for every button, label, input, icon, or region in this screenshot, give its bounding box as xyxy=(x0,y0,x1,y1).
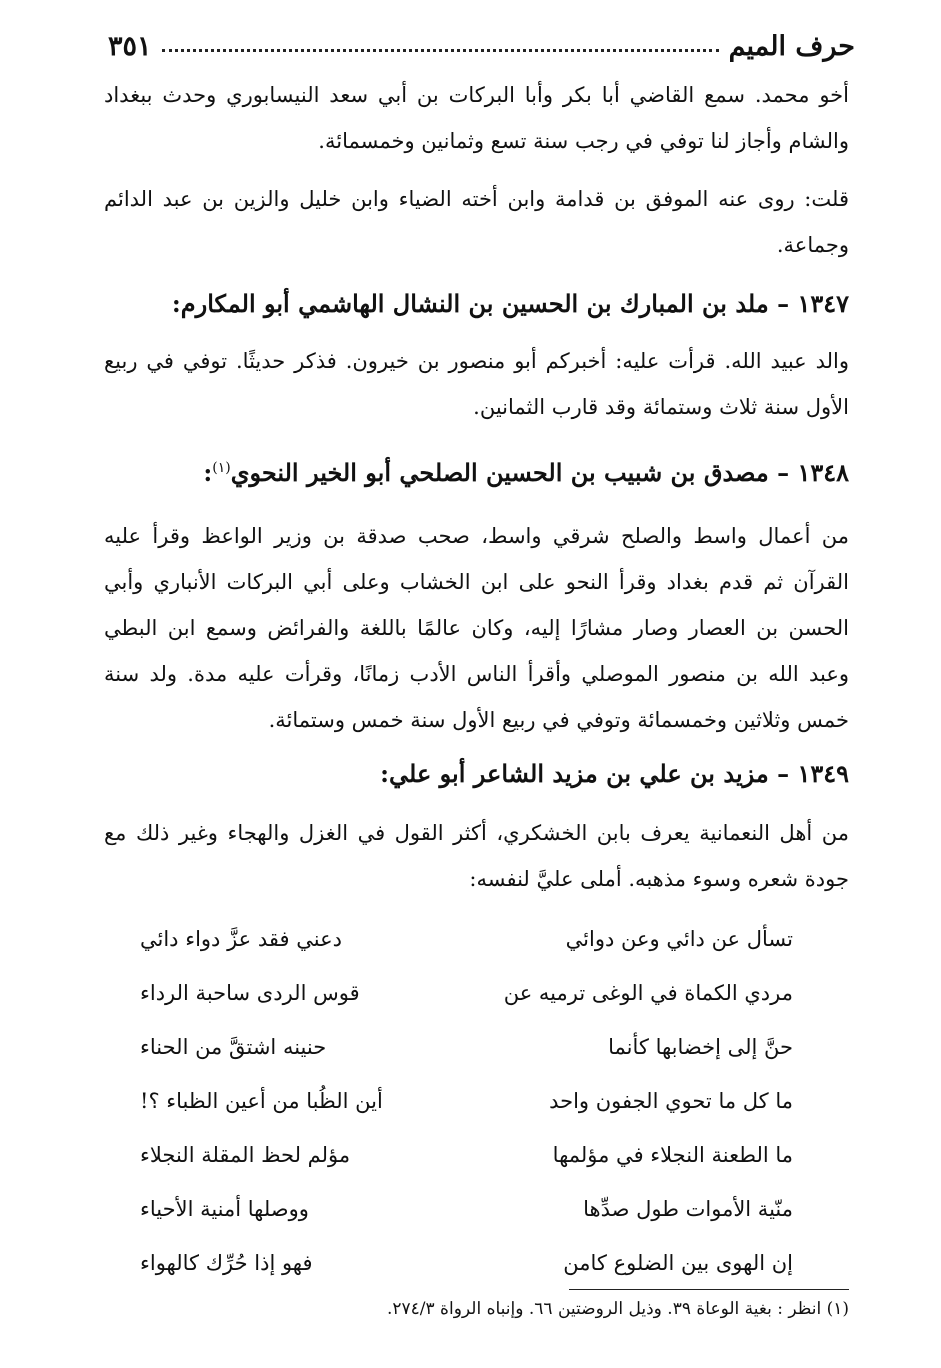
verse-second-hemistich: فهو إذا حُرِّك كالهواء xyxy=(140,1251,313,1275)
verse-first-hemistich: ما الطعنة النجلاء في مؤلمها xyxy=(552,1143,793,1167)
header-leader-dots xyxy=(162,49,719,52)
heading-colon: : xyxy=(203,458,213,487)
footnote: (١) انظر : بغية الوعاة ٣٩. وذيل الروضتين ٦٦. وإنباه الرواة ٢٧٤/٣. xyxy=(386,1299,849,1319)
poem-verse xyxy=(140,912,793,966)
verse-second-hemistich: دعني فقد عزَّ دواء دائي xyxy=(140,927,342,951)
poem-verse xyxy=(140,1128,793,1182)
poem-verse xyxy=(140,1020,793,1074)
intro-paragraph-2 xyxy=(104,176,849,268)
entry-heading: ١٣٤٧ – ملد بن المبارك بن الحسين بن النشال الهاشمي أبو المكارم: xyxy=(171,289,849,318)
verse-first-hemistich: مردي الكماة في الوغى ترميه عن xyxy=(503,981,793,1005)
entry-heading-text: ١٣٤٨ – مصدق بن شبيب بن الحسين الصلحي أبو الخير النحوي xyxy=(230,458,849,487)
paragraph-text: قلت: روى عنه الموفق بن قدامة وابن أخته الضياء وابن خليل والزين بن عبد الدائم وجماعة. xyxy=(104,187,849,257)
entry-text: من أعمال واسط والصلح شرقي واسط، صحب صدقة بن وزير الواعظ وقرأ عليه القرآن ثم قدم بغداد وقرأ النحو على ابن الخشاب وعلى أبي البركات الأنباري وأبي الحسن بن العصار وصار مشارًا إليه، وكان عالمًا باللغة والفرائض وسمع ابن البطي وعبد الله بن منصور الموصلي وأقرأ الناس الأدب زمانًا، وقرأت عليه مدة. ولد سنة خمس وثلاثين وخمسمائة وتوفي في ربيع الأول سنة خمس وستمائة. xyxy=(104,524,849,732)
verse-first-hemistich: تسأل عن دائي وعن دوائي xyxy=(565,927,793,951)
footnote-divider xyxy=(569,1289,849,1290)
footnote-marker: (١) xyxy=(212,460,231,476)
paragraph-text: أخو محمد. سمع القاضي أبا بكر وأبا البركات بن أبي سعد النيسابوري وحدث ببغداد والشام وأجاز لنا توفي في رجب سنة تسع وثمانين وخمسمائة. xyxy=(104,83,849,153)
verse-first-hemistich: إن الهوى بين الضلوع كامن xyxy=(563,1251,793,1275)
verse-first-hemistich: ما كل ما تحوي الجفون واحد xyxy=(549,1089,793,1113)
verse-second-hemistich: قوس الردى ساحبة الرداء xyxy=(140,981,360,1005)
intro-paragraph-1 xyxy=(104,72,849,164)
entry-1349 xyxy=(104,754,849,902)
verse-second-hemistich: مؤلم لحظ المقلة النجلاء xyxy=(140,1143,351,1167)
entry-1347 xyxy=(104,284,849,430)
verse-second-hemistich: ووصلها أمنية الأحياء xyxy=(140,1197,309,1221)
chapter-title: حرف الميم xyxy=(728,31,855,62)
verse-second-hemistich: حنينه اشتقَّ من الحناء xyxy=(140,1035,327,1059)
entry-text: من أهل النعمانية يعرف بابن الخشكري، أكثر القول في الغزل والهجاء وغير ذلك مع جودة شعره وسوء مذهبه. أملى عليَّ لنفسه: xyxy=(104,821,849,891)
page-number: ٣٥١ xyxy=(108,31,152,62)
poem-verse xyxy=(140,1074,793,1128)
verse-first-hemistich: حنَّ إلى إخضابها كأنما xyxy=(608,1035,793,1059)
poem-verse xyxy=(140,1236,793,1290)
poem-verse xyxy=(140,966,793,1020)
running-header xyxy=(108,18,855,62)
entry-1348 xyxy=(104,448,849,743)
verse-second-hemistich: أين الظُبا من أعين الظباء ؟! xyxy=(140,1089,383,1113)
entry-text: والد عبيد الله. قرأت عليه: أخبركم أبو منصور بن خيرون. فذكر حديثًا. توفي في ربيع الأول سنة ثلاث وستمائة وقد قارب الثمانين. xyxy=(104,349,849,419)
poem-verse xyxy=(140,1182,793,1236)
verse-first-hemistich: منّية الأموات طول صدِّها xyxy=(583,1197,793,1221)
entry-heading xyxy=(104,448,849,493)
poem xyxy=(140,912,793,1290)
entry-heading: ١٣٤٩ – مزيد بن علي بن مزيد الشاعر أبو علي: xyxy=(380,759,849,788)
